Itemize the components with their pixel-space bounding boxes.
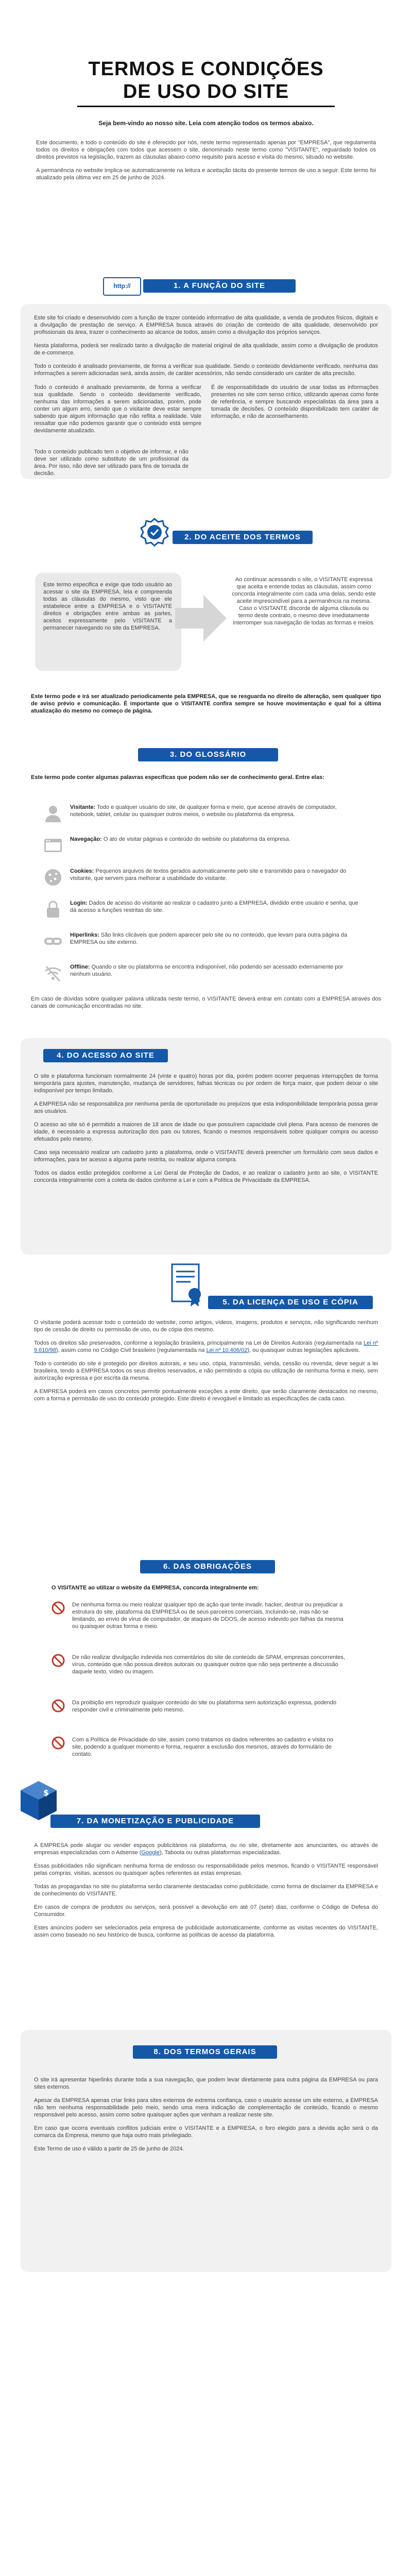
glossary-desc: Pequenos arquivos de textos gerados automaticamente pelo site e transmitido para o navegador do visitante, que servem para melhorar a usabilidade do visitante. [70, 868, 347, 882]
section-2-heading: 2. DO ACEITE DOS TERMOS [173, 531, 313, 544]
section-6-heading: 6. DAS OBRIGAÇÕES [140, 1560, 275, 1573]
s5-text: ), assim como no Código Civil brasileiro (regulamentada na [56, 1347, 207, 1353]
s4-paragraph: Caso seja necessário realizar um cadastro junto a plataforma, onde o VISITANTE deverá preencher um formulário com seus dados e informações, para ter acesso a alguma parte restrita, ou realizar alguma compra. [34, 1149, 378, 1163]
section-5-heading: 5. DA LICENÇA DE USO E CÓPIA [208, 1296, 373, 1309]
browser-icon [43, 836, 63, 855]
s8-paragraph: O site irá apresentar hiperlinks durante toda a sua navegação, que podem levar diretamente para outra página da EMPRESA ou para sites externos. [34, 2077, 378, 2090]
obligation-item [52, 1736, 345, 1758]
glossary-item [43, 836, 363, 855]
s4-paragraph: O acesso ao site só é permitido a maiores de 18 anos de idade ou que possuírem capacidade civil plena. Para acesso de menores de idade, é necessário a expressa autorização dos pais ou tutores, ficando o mesmos responsáveis sobre qualquer compra ou acesso efetuados pelo mesmo. [34, 1122, 378, 1142]
glossary-desc: São links clicáveis que podem aparecer pelo site ou no conteúdo, que levam para outra página da EMPRESA ou site externo. [70, 932, 348, 945]
intro-paragraph: Este documento, e todo o conteúdo do site é oferecido por nós, neste termo representado apenas por "EMPRESA", que regulamenta todos os direitos e obrigações com todos que acessem o site, denominado neste termo como "VISITANTE", reguardado todos os direitos previstos na legislação, trazem as cláusulas abaixo como requisito para acesso e visita do mesmo, situado no website. [36, 140, 376, 160]
glossary-term: Offline: [70, 964, 90, 970]
section-5-body [34, 1319, 378, 1409]
s8-paragraph: Apesar da EMPRESA apenas criar links para sites externos de extrema confiança, caso o usuário acesse um site externo, a EMPRESA não tem nenhuma responsabilidade pelo meio, sendo uma mera indicação de complementação de conteúdo, ficando o mesmo responsável pelo acesso, assim como sobre quaisquer ações que venham a realizar neste site. [34, 2097, 378, 2118]
s4-paragraph: A EMPRESA não se responsabiliza por nenhuma perda de oportunidade ou prejuízos que esta indisponibilidade temporária possa gerar aos usuários. [34, 1101, 378, 1114]
s1-closing: Todo o conteúdo publicado tem o objetivo de informar, e não deve ser utilizado como substituto de um profissional da área. Por isso, não deve ser utilizado para fins de tomada de decisão. [34, 449, 188, 477]
s5-paragraph [34, 1340, 378, 1354]
s3-outro: Em caso de dúvidas sobre qualquer palavra utilizada neste termo, o VISITANTE deverá entrar em contato com a EMPRESA através dos canais de comunicação encontradas no site. [31, 996, 381, 1009]
obligation-text: De não realizar divulgação indevida nos comentários do site de conteúdo de SPAM, empresas concorrentes, vírus, conteúdo que não possua direitos autorais ou quaisquer outros que não seja pertinente a discussão daquele texto, vídeo ou imagem. [72, 1654, 345, 1675]
s4-paragraph: Todos os dados estão protegidos conforme a Lei Geral de Proteção de Dados, e ao realizar o cadastro junto ao site, o VISITANTE concorda integralmente com a coleta de dados conforme a Lei e com a Política de Privacidade da EMPRESA. [34, 1170, 378, 1183]
lock-icon [43, 900, 63, 919]
section-7-body [34, 1842, 378, 1945]
glossary-item [43, 804, 363, 823]
obligation-text: Com a Política de Privacidade do site, assim como tratamos os dados referentes ao cadastro e visita no site, podendo a qualquer momento e forma, requerer a exclusão dos mesmos, através do formulário de contato. [72, 1737, 333, 1757]
s5-paragraph: O visitante poderá acessar todo o conteúdo do website, como artigos, vídeos, imagens, produtos e serviços, não significando nenhum tipo de cessão de direito ou permissão de uso, ou de cópia dos mesmo. [34, 1319, 378, 1333]
google-link[interactable]: Google [141, 1850, 160, 1856]
s2-right-text: Ao continuar acessando o site, o VISITANTE expressa que aceita e entende todas as cláusulas, assim como concorda integralmente com cada uma delas, sendo este aceite imprescindível para a permanência na mesma. Caso o VISITANTE discorde de alguma cláusula ou termo deste contrato, o mesmo deve imediatamente interromper sua navegação de todas as formas e meios. [232, 577, 376, 626]
welcome-text: Seja bem-vindo ao nosso site. Leia com atenção todos os termos abaixo. [98, 120, 314, 127]
s6-intro: O VISITANTE ao utilizar o website da EMPRESA, concorda integralmente em: [52, 1585, 259, 1591]
s7-paragraph: Essas publicidades não significam nenhuma forma de endosso ou responsabilidade pelos mesmos, ficando o VISITANTE responsável pelas compras, visitas, acessos ou quaisquer ações referentes as estas empresas. [34, 1863, 378, 1876]
section-1-body [34, 314, 378, 383]
arrow-right-icon [175, 592, 227, 644]
glossary-item [43, 868, 363, 887]
s8-paragraph: Este Termo de uso é válido a partir de 25 de junho de 2024. [34, 2146, 184, 2152]
law-link[interactable]: Lei nº 10.406/02 [206, 1347, 248, 1353]
prohibited-icon [52, 1601, 65, 1615]
section-3-heading: 3. DO GLOSSÁRIO [138, 748, 278, 761]
s5-text: Todos os direitos são preservados, conforme a legislação brasileira, principalmente na Lei de Direitos Autorais (regulamentada na [34, 1340, 364, 1346]
link-icon [43, 931, 63, 951]
s2-left-text: Este termo especifica e exige que todo usuário ao acessar o site da EMPRESA, leia e compreenda todas as cláusulas do mesmo, visto que ele estabelece entre a EMPRESA e o VISITANTE direitos e obrigações entre ambas as partes, aceitos expressamente pelo VISITANTE a permanecer navegando no site da EMPRESA. [43, 582, 172, 631]
glossary-term: Navegação: [70, 836, 102, 842]
obligation-text: De nenhuma forma ou meio realizar qualquer tipo de ação que tente invadir, hacker, destruir ou prejudicar a estrutura do site, plataforma da EMPRESA ou de seus parceiros comerciais. Incluindo-se, mas não se limitando, ao envio de vírus de computador, de ataques de DDOS, de acesso indevido por falhas da mesma ou quaisquer outras forma e meio. [72, 1602, 344, 1630]
obligation-item [52, 1699, 345, 1714]
user-icon [43, 804, 63, 823]
s1-left-column: Todo o conteúdo é analisado previamente, de forma a verificar sua qualidade. Sendo o conteúdo devidamente verificado, nenhuma das informações a serem adicionadas, porém, pode conter um algum erro, sendo que o visitante deve estar sempre sabendo que algum informação que não reflita a realidade. Vale ressaltar que não podemos garantir que o conteúdo está sempre devidamente atualizado. [34, 384, 201, 434]
law-link[interactable]: Lei nº 9.610/98 [34, 1340, 378, 1353]
s5-text: ), ou quaisquer outras legislações aplicáveis. [247, 1347, 360, 1353]
glossary-desc: Quando o site ou plataforma se encontra indisponível, não podendo ser acessado externamente por nenhum usuário. [70, 964, 344, 977]
s2-note: Este termo pode e irá ser atualizado periodicamente pela EMPRESA, que se resguarda no direito de alteração, sem qualquer tipo de aviso prévio e comunicação. É importante que o VISITANTE confira sempre se houve movimentação e qual foi a última atualização do mesmo no começo de página. [31, 693, 381, 714]
s7-paragraph: Em casos de compra de produtos ou serviços, será possível a devolução em até 07 (sete) dias, conforme o Código de Defesa do Consumidor. [34, 1904, 378, 1918]
glossary-item [43, 963, 363, 983]
s1-right-column: É de responsabilidade do usuário de usar todas as informações presentes no site com senso crítico, utilizando apenas como fonte de referência, e sempre buscando especialistas da área para a tomada de decisões. O conteúdo disponibilizado tem caráter de informação, e não de aconselhamento. [211, 384, 379, 419]
cookie-icon [43, 868, 63, 887]
glossary-item [43, 900, 363, 919]
glossary-term: Login: [70, 900, 88, 906]
s4-paragraph: O site e plataforma funcionam normalmente 24 (vinte e quatro) horas por dia, porém podem ocorrer pequenas interrupções de forma temporária para ajustes, manutenção, mudança de servidores, falhas técnicas ou por ordem de força maior, que podem deixar o site indisponível por tempo limitado. [34, 1073, 378, 1094]
intro-paragraph: A permanência no website implica-se automaticamente na leitura e aceitação tácita do presente termos de uso a seguir. Este termo foi atualizado pela última vez em 25 de junho de 2024. [36, 167, 376, 181]
obligation-text: Da proibição em reproduzir qualquer conteúdo do site ou plataforma sem autorização expressa, podendo responder civil e criminalmente pelo mesmo. [72, 1700, 337, 1713]
s5-paragraph: Todo o conteúdo do site é protegido por direitos autorais, e seu uso, cópia, transmissão, venda, cessão ou revenda, deve seguir a lei brasileira, tendo a EMPRESA todos os seus direitos reservados, e não permitindo a cópia ou utilização de nenhuma forma e meio, sem autorização expressa e por escrita da mesma. [34, 1361, 378, 1381]
badge-check-icon [140, 518, 169, 547]
section-8-heading: 8. DOS TERMOS GERAIS [133, 2045, 277, 2059]
s7-paragraph: Estes anúncios podem ser selecionados pela empresa de publicidade automaticamente, conforme as visitas recentes do VISITANTE, assim como baseado no seu histórico de busca, conforme as políticas de acesso da plataforma. [34, 1925, 378, 1938]
s7-text: A EMPRESA pode alugar ou vender espaços publicitários na plataforma, ou no site, diretamente aos anunciantes, ou através de empresas especializadas com o Adsense ( [34, 1842, 378, 1856]
glossary-term: Visitante: [70, 804, 96, 810]
obligation-item [52, 1654, 345, 1675]
prohibited-icon [52, 1736, 65, 1750]
glossary-term: Cookies: [70, 868, 94, 874]
section-4-body [34, 1073, 378, 1190]
prohibited-icon [52, 1699, 65, 1713]
s3-intro: Este termo pode conter algumas palavras específicas que podem não ser de conhecimento geral. Entre elas: [31, 774, 324, 781]
document-license-icon [170, 1262, 206, 1309]
s7-text: ), Taboola ou outras plataformas especializadas. [159, 1850, 281, 1856]
svg-text:$: $ [43, 1788, 49, 1798]
s5-paragraph: A EMPRESA poderá em casos concretos permitir pontualmente exceções a este direito, que serão claramente destacados no mesmo, com a forma e permissão de uso do conteúdo protegido. Este direito é revogável e limitado as especificações de cada caso. [34, 1388, 378, 1402]
wifi-off-icon [43, 963, 63, 983]
title-underline [77, 106, 335, 107]
glossary-term: Hiperlinks: [70, 932, 99, 938]
section-1-heading: 1. A FUNÇÃO DO SITE [143, 279, 296, 293]
s1-paragraph: Este site foi criado e desenvolvido com a função de trazer conteúdo informativo de alta qualidade, a venda de produtos físicos, digitais e a divulgação de prestação de serviço. A EMPRESA busca através do criação de conteúdo de alta qualidade, desenvolvido por profissionais da área, trazer o conhecimento ao alcance de todos, assim como a divulgação dos próprios serviços. [34, 315, 378, 335]
section-8-body [34, 2076, 378, 2159]
url-icon-text: http:// [113, 282, 131, 290]
glossary-desc: O ato de visitar páginas e conteúdo do website ou plataforma da empresa. [103, 836, 291, 842]
s1-paragraph: Todo o conteúdo é analisado previamente, de forma a verificar sua qualidade. Sendo o conteúdo devidamente verificado, nenhuma das informações a serem adicionadas será, ainda assim, de caráter acessórios, não sendo considerado um caráter de alta precisão. [34, 363, 378, 377]
section-7-heading: 7. DA MONETIZAÇÃO E PUBLICIDADE [50, 1815, 260, 1828]
s1-paragraph: Nesta plataforma, poderá ser realizado tanto a divulgação de material original de alta qualidade, assim como a divulgação de produtos de e-commerce. [34, 343, 378, 356]
page-title: TERMOS E CONDIÇÕES DE USO DO SITE [88, 58, 324, 103]
glossary-desc: Dados de acesso do visitante ao realizar o cadastro junto a EMPRESA, dividido entre usuário e senha, que dá acesso a funções restritas do site. [70, 900, 358, 913]
section-4-heading: 4. DO ACESSO AO SITE [43, 1049, 168, 1062]
s7-paragraph [34, 1842, 378, 1856]
obligation-item [52, 1601, 345, 1630]
prohibited-icon [52, 1654, 65, 1667]
glossary-item [43, 931, 363, 951]
browser-url-icon [103, 277, 141, 296]
glossary-desc: Todo e qualquer usuário do site, de qualquer forma e meio, que acesse através de computador, notebook, tablet, celular ou quaisquer outros meios, o website ou plataforma da empresa. [70, 804, 337, 818]
s8-paragraph: Em caso que ocorra eventuais conflitos judiciais entre o VISITANTE e a EMPRESA, o foro elegido para a devida ação será o da comarca da Empresa, mesmo que haja outro mais privilegiado. [34, 2125, 378, 2139]
intro-block [36, 139, 376, 188]
s7-paragraph: Todas as propagandas no site ou plataforma serão claramente destacadas como publicidade, como forma de disclaimer da EMPRESA e de conhecimento do VISITANTE. [34, 1884, 378, 1897]
